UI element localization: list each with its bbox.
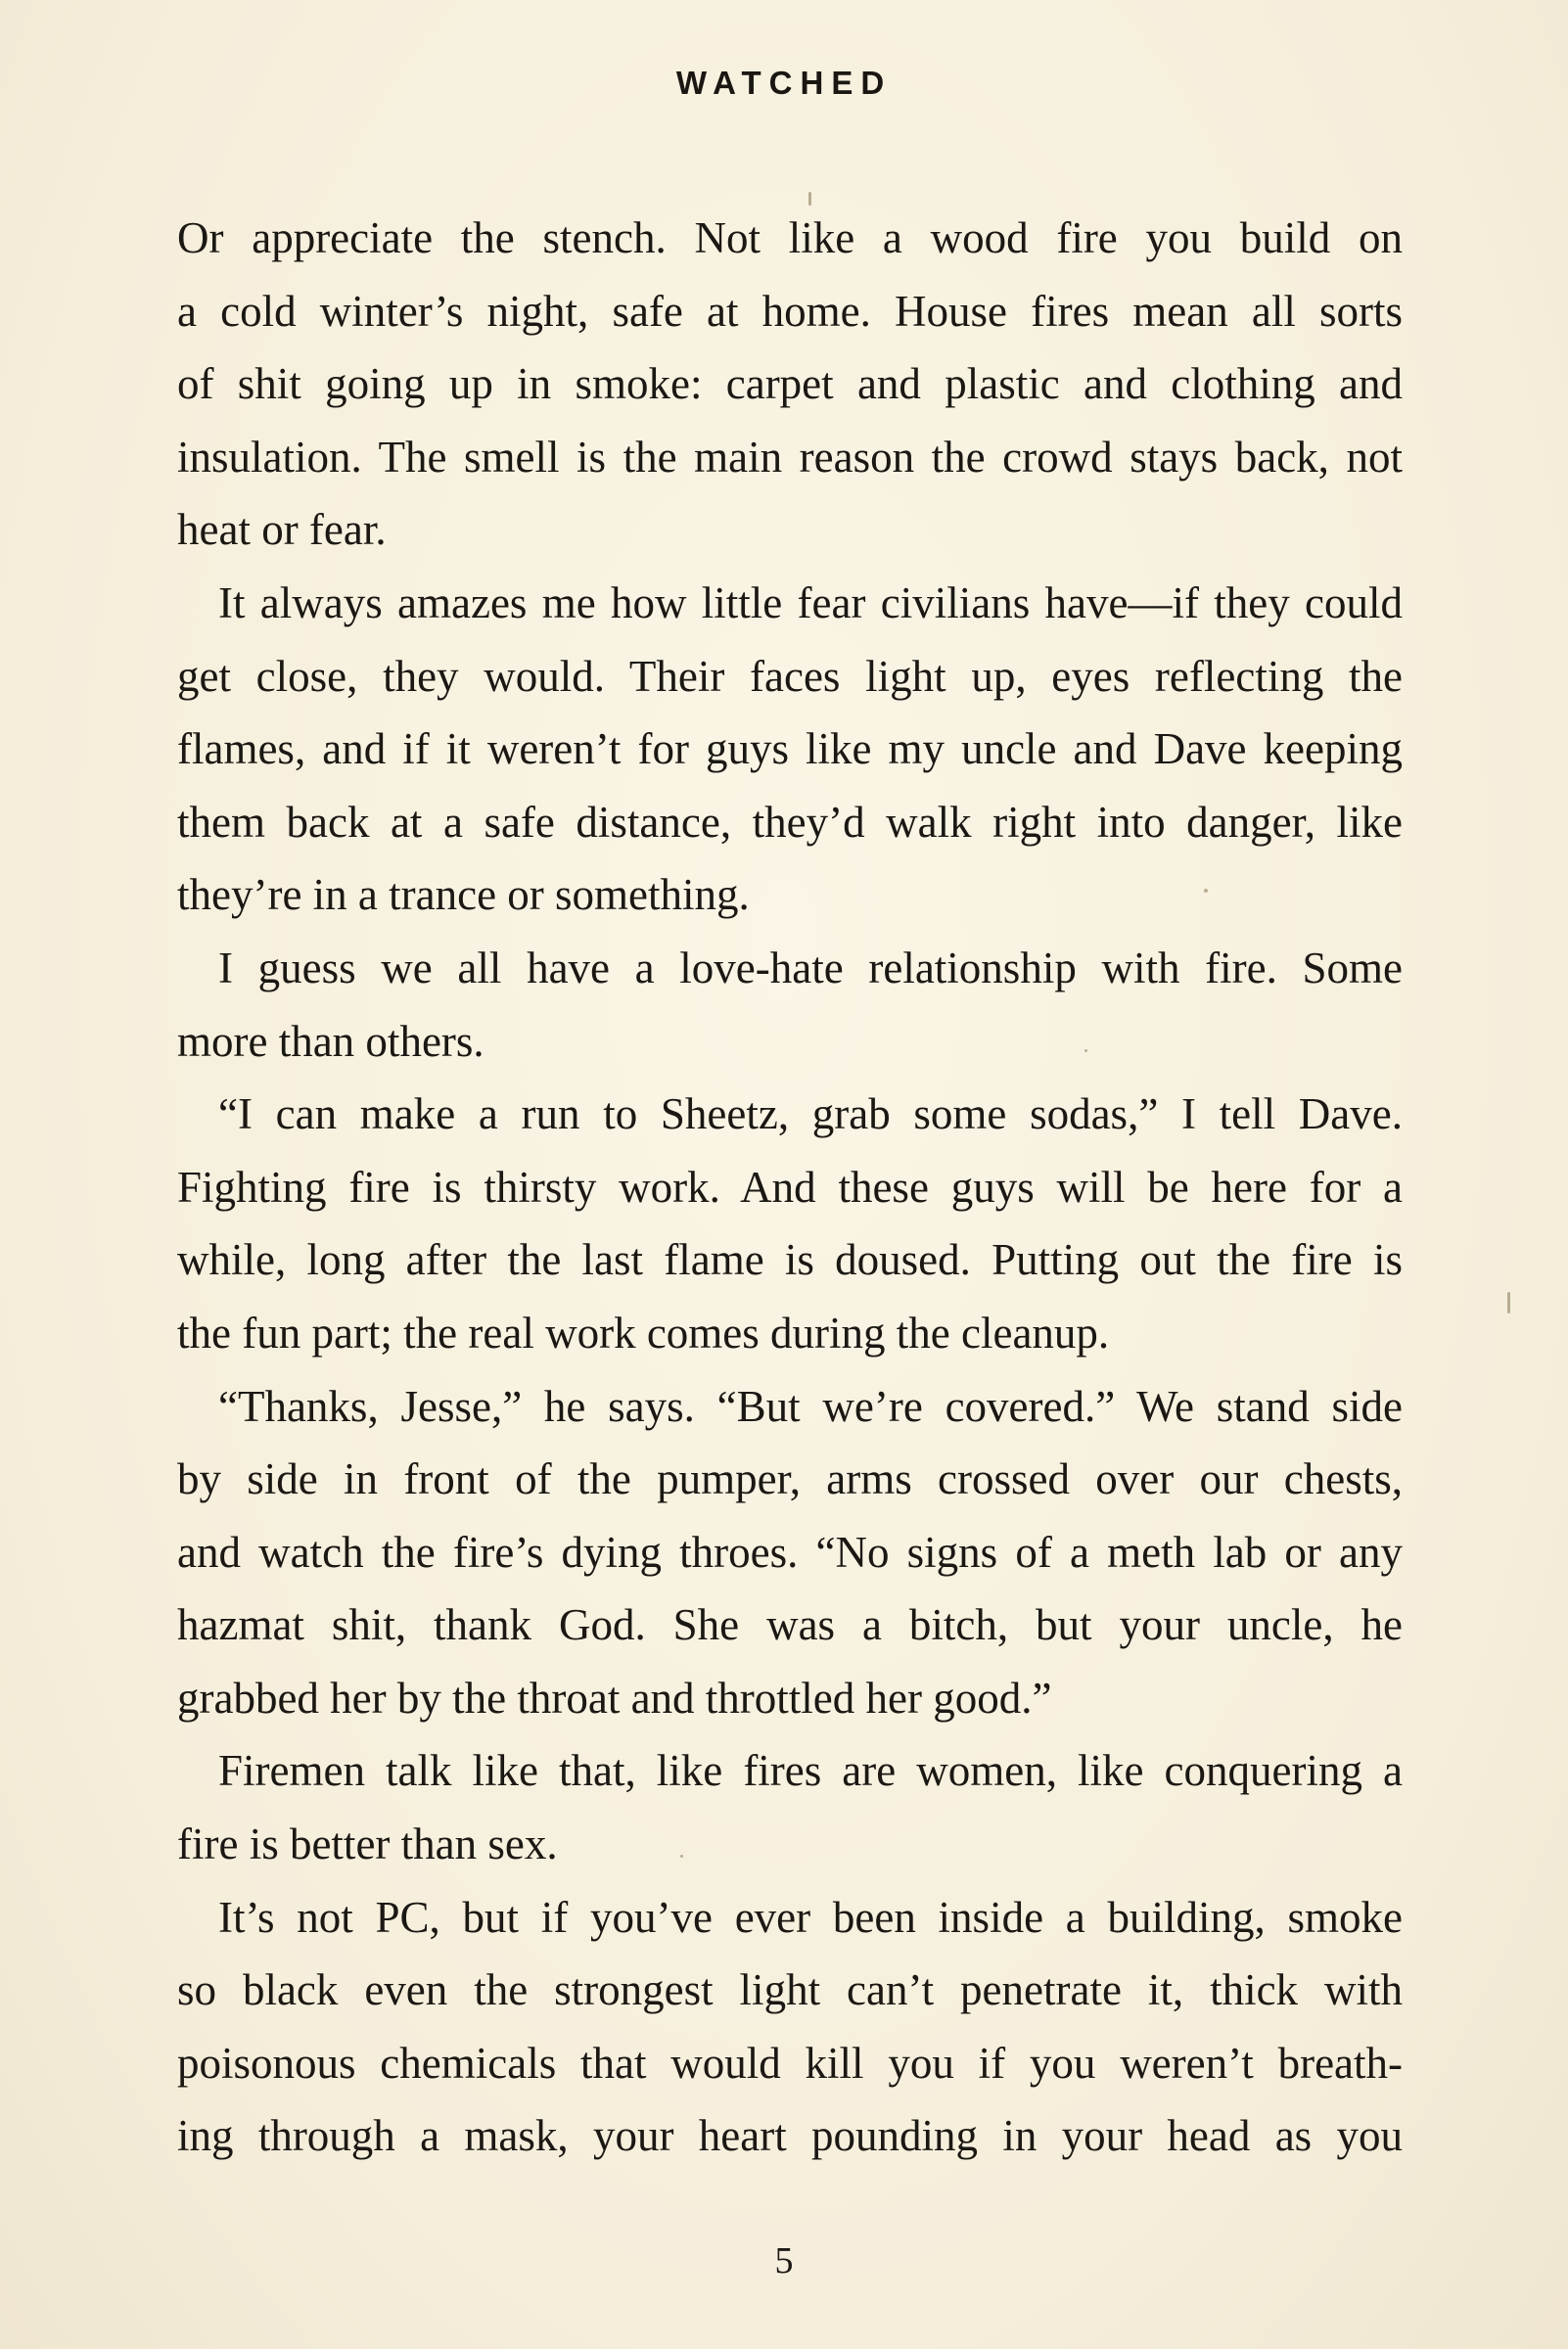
text-line: a cold winter’s night, safe at home. House fires mean all sorts xyxy=(177,286,1403,336)
text-line: ing through a mask, your heart pounding in your head as you xyxy=(177,2111,1403,2161)
text-line: they’re in a trance or something. xyxy=(177,870,750,920)
text-line: “I can make a run to Sheetz, grab some sodas,” I tell Dave. xyxy=(218,1089,1403,1139)
text-line: while, long after the last flame is doused. Putting out the fire is xyxy=(177,1235,1403,1285)
text-line: I guess we all have a love-hate relationship with fire. Some xyxy=(218,943,1403,992)
text-line: Or appreciate the stench. Not like a wood fire you build on xyxy=(177,213,1403,262)
paper-speck xyxy=(1084,1049,1087,1052)
text-line: fire is better than sex. xyxy=(177,1819,558,1869)
text-line: get close, they would. Their faces light up, eyes reflecting the xyxy=(177,651,1403,701)
text-line: Firemen talk like that, like fires are women, like conquering a xyxy=(218,1746,1403,1796)
text-line: so black even the strongest light can’t penetrate it, thick with xyxy=(177,1965,1403,2015)
paper-speck xyxy=(808,192,811,206)
text-line: and watch the fire’s dying throes. “No signs of a meth lab or any xyxy=(177,1527,1403,1577)
text-line: hazmat shit, thank God. She was a bitch, but your uncle, he xyxy=(177,1600,1403,1650)
paper-speck xyxy=(680,1855,683,1858)
page-number: 5 xyxy=(774,2240,794,2281)
text-line: the fun part; the real work comes during the cleanup. xyxy=(177,1308,1110,1358)
text-line: more than others. xyxy=(177,1016,484,1066)
text-line: poisonous chemicals that would kill you if you weren’t breath- xyxy=(177,2038,1403,2088)
text-line: them back at a safe distance, they’d walk right into danger, like xyxy=(177,797,1403,847)
text-line: Fighting fire is thirsty work. And these guys will be here for a xyxy=(177,1162,1403,1212)
running-head: WATCHED xyxy=(675,65,893,101)
text-line: It always amazes me how little fear civilians have—if they could xyxy=(218,577,1403,627)
paper-speck xyxy=(1204,889,1208,893)
text-line: by side in front of the pumper, arms crossed over our chests, xyxy=(177,1454,1403,1504)
text-line: insulation. The smell is the main reason the crowd stays back, not xyxy=(177,432,1403,482)
text-line: “Thanks, Jesse,” he says. “But we’re covered.” We stand side xyxy=(218,1381,1403,1431)
body-text xyxy=(177,202,1403,2173)
text-line: grabbed her by the throat and throttled her good.” xyxy=(177,1673,1052,1723)
text-line: It’s not PC, but if you’ve ever been inside a building, smoke xyxy=(218,1892,1403,1942)
text-line: heat or fear. xyxy=(177,505,387,555)
text-line: of shit going up in smoke: carpet and plastic and clothing and xyxy=(177,359,1403,409)
paper-speck xyxy=(1507,1292,1510,1313)
text-line: flames, and if it weren’t for guys like my uncle and Dave keeping xyxy=(177,724,1403,774)
